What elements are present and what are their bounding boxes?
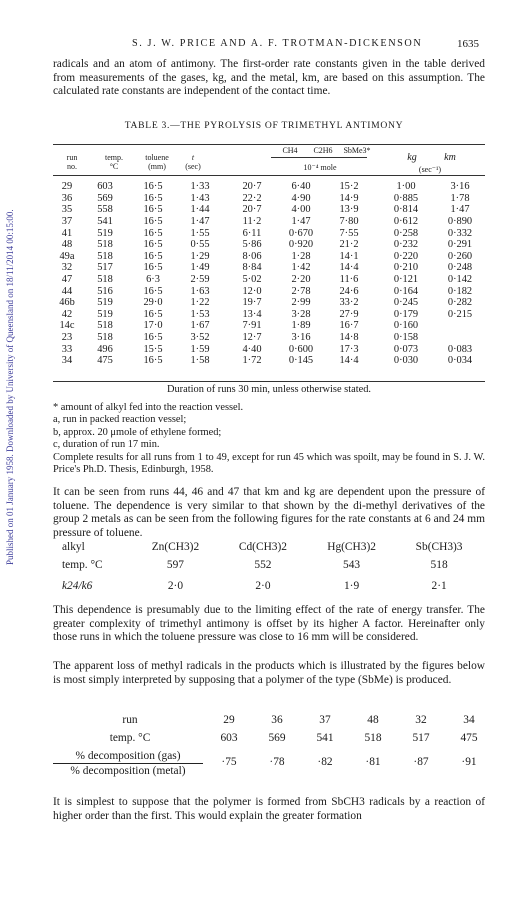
col-c2h6-head: C2H6 [313,146,333,155]
duration-note: Duration of runs 30 min, unless otherwise stated. [166,384,372,395]
table-cell: 7·55 [339,227,359,239]
table-row [53,320,485,332]
ratio-zn: 2·0 [167,580,184,592]
table-cell: 0·258 [393,227,419,239]
table-cell: 4·90 [291,192,311,204]
table-cell: 0·145 [288,355,314,367]
table-cell: 17·0 [143,320,163,332]
decomp-temp-value: 475 [460,732,478,744]
paragraph-polymer: The apparent loss of methyl radicals in the products which is illustrated by the figures below is most simply interpreted by supposing that a polymer of the type (SbMe) is produced. [53,660,485,686]
table-cell: 0·232 [393,239,419,251]
table-cell: 41 [61,227,73,239]
table-cell: 6·40 [291,181,311,193]
decomp-run-value: 36 [271,714,283,726]
table-cell: 14·8 [339,332,359,344]
table-cell: 0·890 [447,216,473,228]
table-cell: 0·920 [288,239,314,251]
table-cell: 1·29 [190,250,210,262]
table-cell: 0·215 [447,308,473,320]
table-cell: 6·3 [146,274,160,286]
table-cell: 0·034 [447,355,473,367]
table-cell: 33·2 [339,297,359,309]
table-cell: 7·91 [242,320,262,332]
table-cell: 14·4 [339,355,359,367]
table-cell: 27·9 [339,308,359,320]
rate-unit-head: (sec⁻¹) [418,165,442,174]
decomp-numerator: % decomposition (gas) [53,750,203,764]
footnote-c: c, duration of run 17 min. [53,439,160,451]
table-cell: 569 [97,192,113,204]
table-cell: 518 [97,274,113,286]
table-cell: 0·164 [393,285,419,297]
table-row [53,332,485,344]
decomp-temp-value: 569 [268,732,286,744]
table-cell: 0·073 [393,343,419,355]
decomp-ratio-value: ·91 [461,756,477,768]
table-cell: 13·9 [339,204,359,216]
table-cell: 518 [97,332,113,344]
alkyl-table [62,538,482,598]
table-cell: 1·28 [291,250,311,262]
alkyl-hg: Hg(CH3)2 [327,541,376,553]
table-cell: 5·86 [242,239,262,251]
table-cell: 47 [61,274,73,286]
table-cell: 3·52 [190,332,210,344]
table-cell: 22·2 [242,192,262,204]
table-cell: 0·670 [288,227,314,239]
table-cell: 21·2 [339,239,359,251]
table-cell: 0·245 [393,297,419,309]
table-cell: 11·2 [242,216,262,228]
table-cell: 8·84 [242,262,262,274]
table-row [53,193,485,205]
temp-hg: 543 [343,559,361,571]
table-bottom-rule [53,381,485,382]
table-cell: 1·59 [190,343,210,355]
table-cell: 1·72 [242,355,262,367]
table-cell: 42 [61,308,73,320]
table-cell: 541 [97,216,113,228]
table-cell: 0·291 [447,239,473,251]
table-cell: 4·40 [242,343,262,355]
table-cell: 16·5 [143,250,163,262]
table-row [53,216,485,228]
table-cell: 4·00 [291,204,311,216]
col-km-head: km [444,152,456,163]
temp-label: temp. °C [62,559,103,571]
alkyl-label: alkyl [62,541,85,553]
running-title: S. J. W. PRICE AND A. F. TROTMAN-DICKENSON [132,38,423,49]
col-kg-head: kg [407,152,417,163]
table-cell: 36 [61,192,73,204]
col-toluene-head: toluene (mm) [145,153,169,171]
decomp-run-value: 29 [223,714,235,726]
table-cell: 0·083 [447,343,473,355]
table-cell: 3·16 [450,181,470,193]
alkyl-sb: Sb(CH3)3 [415,541,463,553]
table-head-rule [53,175,485,176]
table-cell: 14·4 [339,262,359,274]
table-cell: 0·260 [447,250,473,262]
table-row [53,309,485,321]
ratio-sb: 2·1 [431,580,447,592]
temp-cd: 552 [254,559,272,571]
page-number: 1635 [457,38,479,50]
table-cell: 15·5 [143,343,163,355]
table-cell: 32 [61,262,73,274]
decomp-temp-label: temp. °C [109,732,151,744]
table-cell: 1·44 [190,204,210,216]
table-cell: 0·248 [447,262,473,274]
table-cell: 1·47 [291,216,311,228]
decomp-temp-value: 541 [316,732,334,744]
table-cell: 14·1 [339,250,359,262]
table-cell: 15·2 [339,181,359,193]
decomp-temp-value: 517 [412,732,430,744]
paragraph-dependence: It can be seen from runs 44, 46 and 47 that km and kg are dependent upon the pressure of toluene. The dependence is very similar to that shown by the di-methyl derivatives of the group 2 metals as can be seen from the following figures for the rate constants at 6 and 24 mm pressure of toluene. [53,486,485,539]
table-cell: 16·7 [339,320,359,332]
decomp-run-label: run [122,714,138,726]
table-row [53,355,485,367]
table-top-rule [53,144,485,145]
table-cell: 1·22 [190,297,210,309]
decomp-temp-value: 518 [364,732,382,744]
table-cell: 33 [61,343,73,355]
table-row [53,297,485,309]
decomp-run-value: 48 [367,714,379,726]
table-cell: 0·814 [393,204,419,216]
table-cell: 475 [97,355,113,367]
table-cell: 1·53 [190,308,210,320]
table-row [53,227,485,239]
decomp-ratio-value: ·87 [413,756,429,768]
table-row [53,262,485,274]
table-cell: 518 [97,320,113,332]
table-cell: 0·158 [393,332,419,344]
table-cell: 44 [61,285,73,297]
table-cell: 0·612 [393,216,419,228]
decomp-ratio-value: ·78 [269,756,285,768]
table-cell: 2·59 [190,274,210,286]
ratio-label: k24/k6 [62,580,93,592]
table-cell: 34 [61,355,73,367]
table-cell: 13·4 [242,308,262,320]
temp-sb: 518 [430,559,448,571]
table-cell: 35 [61,204,73,216]
col-temp-head: temp. °C [105,153,123,171]
table-cell: 0·210 [393,262,419,274]
table-cell: 16·5 [143,216,163,228]
decomp-run-value: 34 [463,714,475,726]
col-ch4-head: CH4 [282,146,298,155]
table-cell: 16·5 [143,262,163,274]
decomp-run-value: 32 [415,714,427,726]
decomp-ratio-value: ·75 [221,756,237,768]
table-cell: 516 [97,285,113,297]
complete-results-note: Complete results for all runs from 1 to 49, except for run 45 which was spoilt, may be found in S. J. W. Price's Ph.D. Thesis, Edinburgh, 1958. [53,452,485,476]
table-cell: 16·5 [143,332,163,344]
table-cell: 1·58 [190,355,210,367]
table-cell: 0·179 [393,308,419,320]
table-cell: 1·33 [190,181,210,193]
alkyl-cd: Cd(CH3)2 [238,541,287,553]
table-cell [435,332,485,344]
table-cell: 37 [61,216,73,228]
table-cell: 16·5 [143,192,163,204]
table-cell: 16·5 [143,355,163,367]
decomp-temp-value: 603 [220,732,238,744]
table-cell: 16·5 [143,181,163,193]
table-cell: 0·220 [393,250,419,262]
table-cell: 16·5 [143,227,163,239]
table-cell: 1·55 [190,227,210,239]
table-cell: 48 [61,239,73,251]
table-row [53,285,485,297]
table-cell: 558 [97,204,113,216]
table-cell: 0·160 [393,320,419,332]
table-cell: 1·63 [190,285,210,297]
table-cell: 49a [59,250,75,262]
table-cell: 8·06 [242,250,262,262]
paragraph-energy-transfer: This dependence is presumably due to the limiting effect of the rate of energy transfer. The greater complexity of trimethyl antimony is offset by its higher A factor. Hereinafter only those runs in which the toluene pressure was close to 16 mm will be considered. [53,604,485,643]
table-cell: 0·332 [447,227,473,239]
table-cell: 3·16 [291,332,311,344]
table-cell: 2·20 [291,274,311,286]
table-cell: 1·78 [450,192,470,204]
table-cell: 7·80 [339,216,359,228]
table-cell: 1·43 [190,192,210,204]
footnotes [53,402,485,452]
decomp-ratio-value: ·82 [317,756,333,768]
table-cell: 14·9 [339,192,359,204]
table-cell: 1·47 [190,216,210,228]
ratio-cd: 2·0 [255,580,271,592]
table-cell [435,320,485,332]
download-watermark: Published on 01 January 1958. Downloaded by University of Queensland on 18/11/2014 00:15:00. [5,209,15,565]
table-cell: 6·11 [242,227,262,239]
table-cell: 12·0 [242,285,262,297]
table-cell: 1·42 [291,262,311,274]
decomp-denominator: % decomposition (metal) [70,765,186,777]
table-cell: 23 [61,332,73,344]
table-cell: 0·142 [447,274,473,286]
mole-unit-head: 10⁻⁴ mole [303,163,337,172]
table-cell: 14c [59,320,75,332]
col-t-head: t (sec) [185,153,201,171]
table-cell: 16·5 [143,204,163,216]
table-cell: 16·5 [143,239,163,251]
table-cell: 0·030 [393,355,419,367]
temp-zn: 597 [166,559,184,571]
table-cell: 496 [97,343,113,355]
table-cell: 0·885 [393,192,419,204]
table-cell: 17·3 [339,343,359,355]
table-cell: 29·0 [143,297,163,309]
table-cell: 1·89 [291,320,311,332]
table-cell: 603 [97,181,113,193]
table-cell: 1·67 [190,320,210,332]
alkyl-zn: Zn(CH3)2 [151,541,200,553]
table-cell: 518 [97,239,113,251]
intro-paragraph: radicals and an atom of antimony. The first-order rate constants given in the table derived from measurements of the gases, kg, and the metal, km, are based on this assumption. The calculated rate constants are independent of the contact time. [53,58,485,97]
table-cell: 2·78 [291,285,311,297]
table-cell: 0·121 [393,274,419,286]
table-cell: 46b [59,297,75,309]
table-cell: 517 [97,262,113,274]
table-cell: 518 [97,250,113,262]
table-cell: 519 [97,227,113,239]
decomp-ratio-value: ·81 [365,756,381,768]
footnote-a: a, run in packed reaction vessel; [53,414,187,426]
footnote-star: * amount of alkyl fed into the reaction vessel. [53,402,244,413]
table-row [53,204,485,216]
table-cell: 1·49 [190,262,210,274]
table-cell: 5·02 [242,274,262,286]
col-sbme3-head: SbMe3* [343,146,371,155]
table-caption: TABLE 3.—THE PYROLYSIS OF TRIMETHYL ANTIMONY [124,120,404,131]
table-cell: 0·282 [447,297,473,309]
table-cell: 20·7 [242,204,262,216]
decomp-fraction [53,750,203,777]
table-cell: 1·00 [396,181,416,193]
paragraph-sbch3: It is simplest to suppose that the polymer is formed from SbCH3 radicals by a reaction of higher order than the first. This would explain the greater formation [53,796,485,822]
table-cell: 0·182 [447,285,473,297]
table-cell: 19·7 [242,297,262,309]
table-cell: 519 [97,308,113,320]
table-row [53,274,485,286]
table-body [53,181,485,367]
table-cell: 20·7 [242,181,262,193]
table-cell: 29 [61,181,73,193]
mole-group-rule [271,157,367,158]
pyrolysis-table [53,181,485,367]
ratio-hg: 1·9 [343,580,360,592]
table-cell: 519 [97,297,113,309]
decomp-run-value: 37 [319,714,331,726]
table-cell: 24·6 [339,285,359,297]
table-row [53,181,485,193]
table-row [53,343,485,355]
running-header [0,38,528,52]
table-cell: 3·28 [291,308,311,320]
table-row [53,239,485,251]
table-cell: 2·99 [291,297,311,309]
table-cell: 1·47 [450,204,470,216]
col-run-head: run no. [66,153,78,171]
decomp-values [205,714,485,774]
table-cell: 11·6 [339,274,359,286]
table-cell: 12·7 [242,332,262,344]
table-cell: 0·600 [288,343,314,355]
table-cell: 16·5 [143,285,163,297]
table-row [53,251,485,263]
table-cell: 16·5 [143,308,163,320]
table-cell: 0·55 [190,239,210,251]
footnote-b: b, approx. 20 μmole of ethylene formed; [53,426,222,438]
